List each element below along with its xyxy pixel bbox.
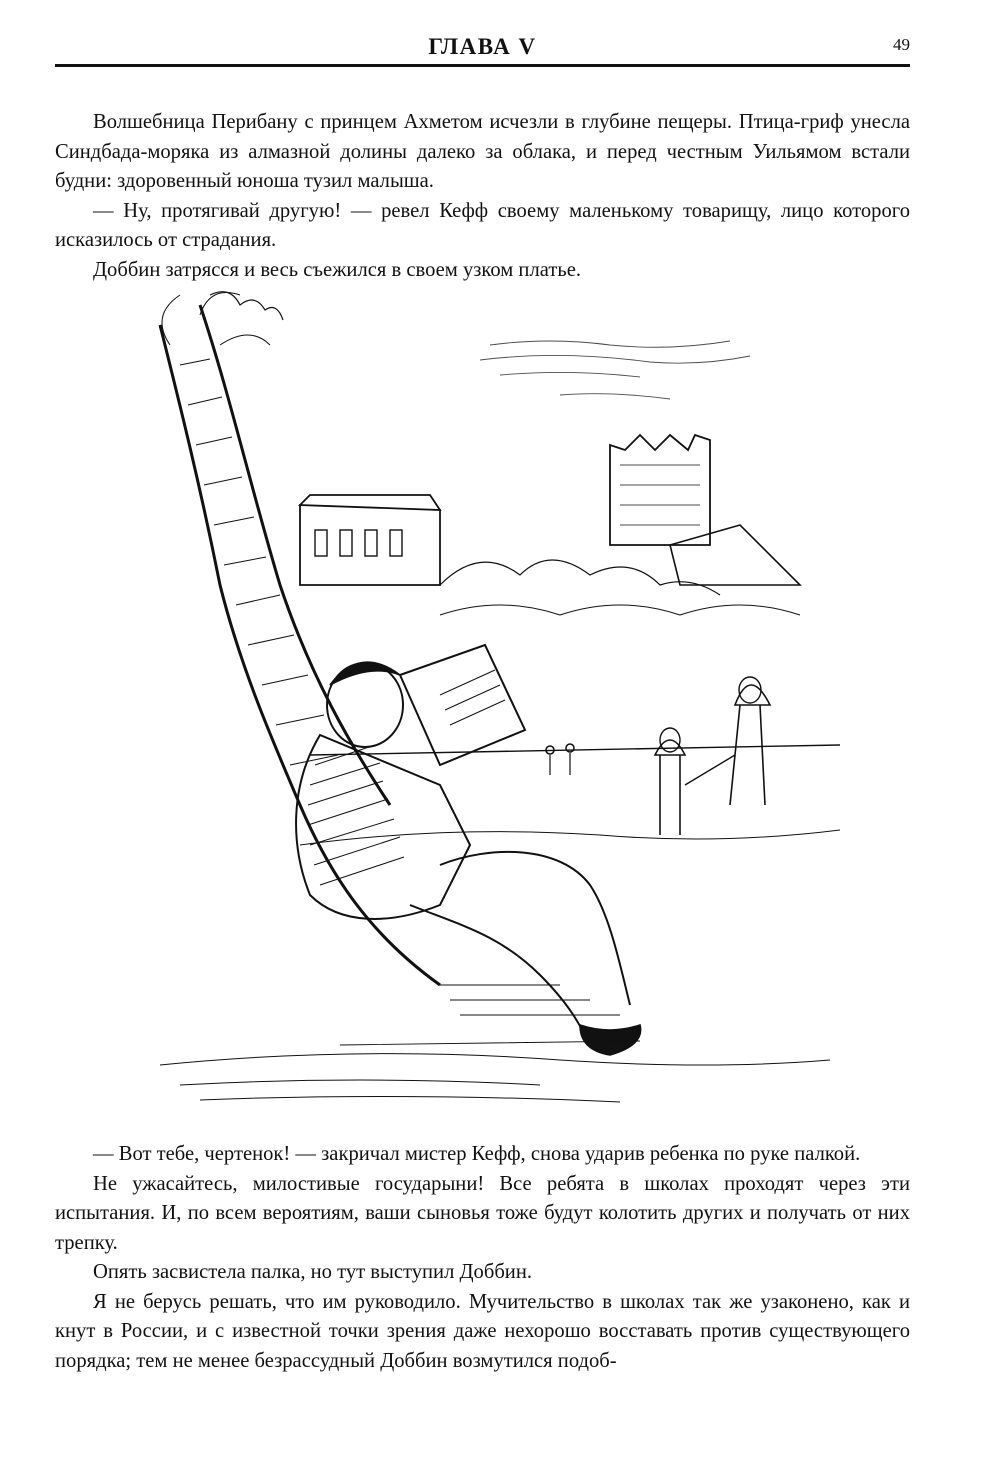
paragraph: — Ну, протягивай другую! — ревел Кефф своему маленькому товарищу, лицо которого исказилось от страдания.: [55, 199, 910, 251]
paragraph: Не ужасайтесь, милостивые государыни! Все ребята в школах проходят через эти испытания. И, по всем вероятиям, ваши сыновья тоже будут колотить других и получать от них трепку.: [55, 1172, 910, 1254]
paragraph: Доббин затрясся и весь съежился в своем узком платье.: [93, 258, 582, 281]
text-block-bottom: [55, 1140, 910, 1376]
illustration-drawing: [140, 285, 840, 1115]
paragraph: — Вот тебе, чертенок! — закричал мистер Кефф, снова ударив ребенка по руке палкой.: [93, 1143, 861, 1165]
chapter-title: ГЛАВА V: [428, 34, 537, 59]
engraving-illustration: [140, 285, 840, 1115]
paragraph: Я не берусь решать, что им руководило. Мучительство в школах так же узаконено, как и кнут в России, и с известной точки зрения даже нехорошо восставать против существующего порядка; тем не менее безрассудный Доббин возмутился подоб-: [55, 1290, 910, 1372]
running-head: [55, 30, 910, 67]
page-number: 49: [893, 35, 910, 54]
paragraph: Волшебница Перибану с принцем Ахметом исчезли в глубине пещеры. Птица-гриф унесла Синдбада-моряка из алмазной долины далеко за облака, и перед честным Уильямом встали будни: здоровенный юноша тузил малыша.: [55, 111, 910, 192]
paragraph: Опять засвистела палка, но тут выступил Доббин.: [93, 1261, 532, 1283]
text-block-top: [55, 108, 910, 285]
